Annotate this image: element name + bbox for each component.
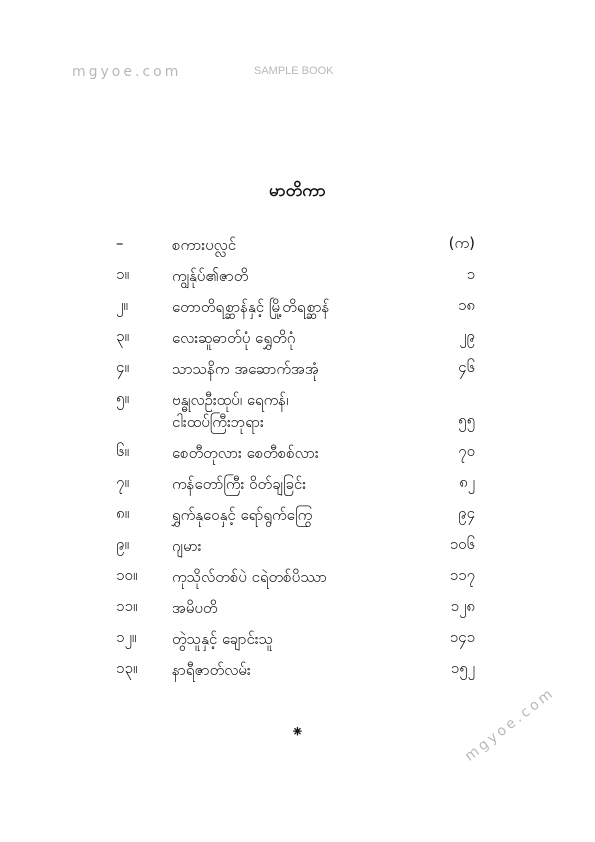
toc-entry-page: ၅၅ — [458, 411, 475, 429]
toc-entry-page: ၇၀ — [458, 442, 475, 460]
toc-entry-number: ၁၃။ — [116, 659, 138, 677]
toc-entry-page: ၁၅၂ — [450, 659, 475, 677]
toc-entry-number: ၉။ — [116, 535, 129, 553]
toc-entry — [0, 290, 595, 321]
toc-entry — [0, 591, 595, 622]
toc-entry-title-line: တွဲသူနှင့် ချောင်းသူ — [172, 630, 274, 648]
toc-entry-title-line: ကန်တော်ကြီး ဝိတ်ချခြင်း — [172, 475, 307, 493]
toc-entry-title-line-2: ငါးထပ်ကြီးဘုရား — [172, 413, 264, 431]
toc-entry — [0, 352, 595, 383]
toc-entry-title-line: စေတီတုလား စေတီစစ်လား — [172, 444, 319, 462]
toc-entry-title — [172, 659, 432, 681]
toc-entry-page: ၄၆ — [458, 358, 475, 376]
toc-entry-page: ၁၀၆ — [449, 535, 475, 553]
toc-entry-title — [172, 234, 432, 256]
toc-entry — [0, 436, 595, 467]
toc-entry-page: ၁၄၁ — [449, 628, 475, 646]
toc-entry-number: ၄။ — [116, 358, 129, 376]
toc-entry-number: ၈။ — [116, 504, 130, 522]
toc-entry-title-line: စကားပလ္လင် — [172, 236, 237, 254]
toc-entry-title — [172, 628, 432, 650]
toc-entry — [0, 259, 595, 290]
toc-entry-page: ၉၄ — [458, 504, 475, 522]
toc-entry-title — [172, 597, 432, 619]
toc-entry-page: ၁၁၇ — [449, 566, 475, 584]
toc-entry — [0, 653, 595, 684]
toc-entry-title-line: ဂျမား — [172, 537, 202, 555]
toc-entry-title-line: ဗန္ဓုလဦးထုပ်၊ ရေကန်၊ — [172, 391, 289, 409]
toc-entry-page: ၁ — [466, 265, 475, 283]
watermark-top: mgyoe.com — [72, 64, 182, 80]
toc-entry-title-line: သာသနိက အဆောက်အအုံ — [172, 360, 319, 378]
toc-entry-page: ၁၂၈ — [450, 597, 475, 615]
toc-entry-title — [172, 265, 432, 287]
toc-entry-title — [172, 504, 432, 526]
toc-entry-number: ၅။ — [116, 389, 129, 407]
toc-entry-title — [172, 442, 432, 464]
table-of-contents — [0, 228, 595, 684]
toc-entry-page: ၁၈ — [457, 296, 475, 314]
toc-entry-title — [172, 566, 432, 588]
watermark-bottom: mgyoe.com — [462, 684, 559, 765]
toc-entry-title-line: လေးဆူဓာတ်ပုံ ရွှေတိဂုံ — [172, 329, 296, 347]
toc-entry-title-line: အမိပတိ — [172, 599, 218, 617]
toc-entry-page: (က) — [448, 234, 475, 252]
toc-entry-number: – — [116, 234, 124, 252]
toc-entry-number: ၁။ — [116, 265, 129, 283]
toc-entry — [0, 321, 595, 352]
toc-entry — [0, 498, 595, 529]
page-title: မာတိကာ — [269, 181, 326, 201]
toc-entry — [0, 622, 595, 653]
toc-entry — [0, 560, 595, 591]
toc-entry — [0, 529, 595, 560]
toc-entry-title — [172, 535, 432, 557]
toc-entry — [0, 467, 595, 498]
toc-entry-number: ၁၀။ — [116, 566, 138, 584]
toc-entry-title-line: တောတိရစ္ဆာန်နှင့် မြို့တိရစ္ဆာန် — [172, 298, 330, 316]
toc-entry-title — [172, 327, 432, 349]
toc-entry — [0, 228, 595, 259]
toc-entry-title — [172, 473, 432, 495]
toc-entry-number: ၁၁။ — [116, 597, 138, 615]
toc-entry-number: ၃။ — [116, 327, 129, 345]
toc-entry — [0, 383, 595, 436]
toc-entry-number: ၆။ — [116, 442, 129, 460]
toc-entry-number: ၇။ — [116, 473, 129, 491]
ornament-asterisk: ⁕ — [290, 722, 305, 741]
toc-entry-number: ၁၂။ — [116, 628, 137, 646]
toc-entry-number: ၂။ — [116, 296, 128, 314]
toc-entry-title-line: ရွှက်နုဝေနှင့် ရော်ရွက်ကြွေ — [172, 506, 313, 524]
toc-entry-title — [172, 389, 432, 433]
toc-entry-title-line: ကုသိုလ်တစ်ပဲ ငရဲတစ်ပိဿာ — [172, 568, 327, 586]
toc-entry-page: ၂၉ — [459, 327, 475, 345]
toc-entry-title — [172, 358, 432, 380]
toc-entry-page: ၈၂ — [459, 473, 475, 491]
toc-entry-title-line: ကျွန်ုပ်၏ဇာတိ — [172, 267, 249, 285]
toc-entry-title-line: နာရီဇာတ်လမ်း — [172, 661, 251, 679]
sample-book-label: SAMPLE BOOK — [254, 65, 334, 77]
toc-entry-title — [172, 296, 432, 318]
